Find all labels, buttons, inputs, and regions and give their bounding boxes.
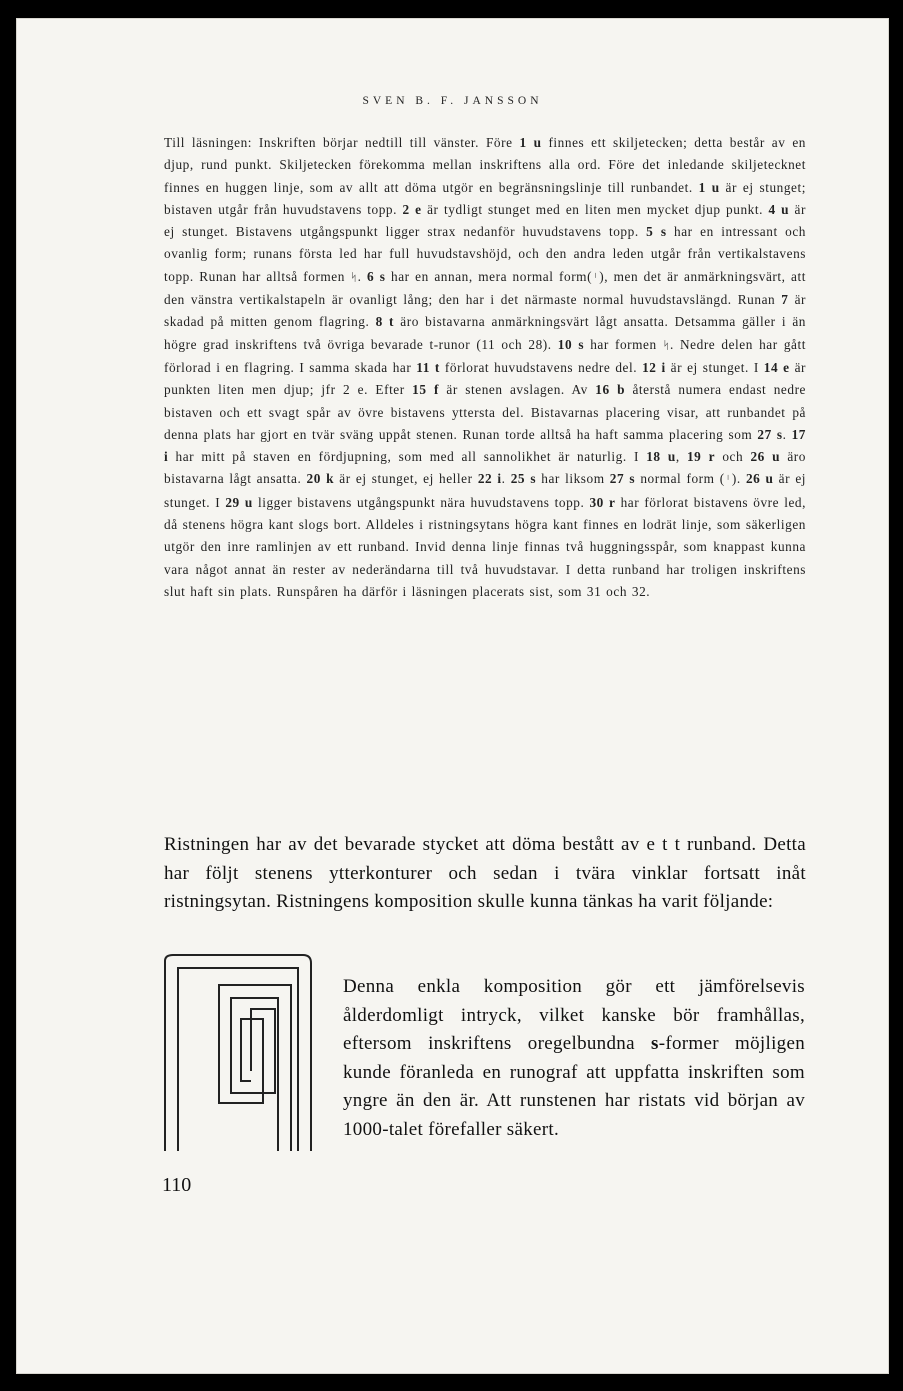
rune-reference: 14 e bbox=[763, 359, 790, 375]
paragraph-composition: Ristningen har av det bevarade stycket att döma bestått av e t t runband. Detta har följt stenens ytterkonturer och sedan i tvära vinklar fortsatt inåt ristningsytan. Ristningens komposition skulle kunna tänkas ha varit följande: bbox=[164, 834, 806, 912]
rune-reference: 4 u bbox=[768, 201, 790, 217]
rune-reference: s bbox=[651, 1033, 659, 1054]
book-page bbox=[16, 18, 889, 1374]
rune-reference: 10 s bbox=[557, 336, 585, 352]
rune-glyph-icon: ᛌ bbox=[592, 270, 600, 284]
rune-reference: 25 s bbox=[510, 471, 537, 487]
rune-glyph-icon: ᛋ bbox=[662, 338, 670, 352]
paragraph-reading-notes: Till läsningen: Inskriften börjar nedtill till vänster. Före 1 u finnes ett skiljetecken; detta består av en djup, rund punkt. Skiljetecken förekomma mellan inskriftens alla ord. Före det inledande skiljetecknet finnes en huggen linje, som av allt att döma utgör en begränsningslinje till runbandet. 1 u är ej stunget; bistaven utgår från huvudstavens topp. 2 e är tydligt stunget med en liten men mycket djup punkt. 4 u är ej stunget. Bistavens utgångspunkt ligger strax nedanför huvudstavens topp. 5 s har en intressant och ovanlig form; runans första led har full huvudstavshöjd, och den andra leden utgår från vertikalstavens topp. Runan har alltså formen ᛋ. 6 s har en annan, mera normal form(ᛌ), men det är anmärkningsvärt, att den vänstra vertikalstapeln är ovanligt lång; den har i det närmaste normal huvudstavslängd. Runan 7 är skadad på mitten genom flagring. 8 t äro bistavarna anmärkningsvärt lågt ansatta. Detsamma gäller i än högre grad inskriftens två övriga bevarade t-runor (11 och 28). 10 s har formen ᛋ. Nedre delen har gått förlorad i en flagring. I samma skada har 11 t förlorat huvudstavens nedre del. 12 i är ej stunget. I 14 e är punkten liten men djup; jfr 2 e. Efter 15 f är stenen avslagen. Av 16 b återstå numera endast nedre bistaven och ett svagt spår av övre bistavens yttersta del. Bistavarnas placering visar, att runbandet på denna plats har gjort en tvär sväng uppåt stenen. Runan torde alltså ha haft samma placering som 27 s. 17 i har mitt på staven en fördjupning, som med all sannolikhet är naturlig. I 18 u, 19 r och 26 u äro bistavarna lågt ansatta. 20 k är ej stunget, ej heller 22 i. 25 s har liksom 27 s normal form (ᛌ). 26 u är ej stunget. I 29 u ligger bistavens utgångspunkt nära huvudstavens topp. 30 r har förlorat bistavens övre led, då stenens högra kant slogs bort. Alldeles i ristningsytans högra kant finnes en lodrät linje, som säkerligen utgör den inre ramlinjen av ett runband. Invid denna linje finnas två huggningsspår, som knappast kunna vara något annat än rester av nederändarna till två huvudstavar. I detta runband har troligen inskriftens slut haft sin plats. Runspåren ha därför i läsningen placerats sist, som 31 och 32. bbox=[164, 135, 807, 599]
rune-reference: 19 r bbox=[686, 449, 716, 465]
rune-glyph-icon: ᛌ bbox=[724, 473, 732, 487]
rune-reference: 27 s bbox=[609, 471, 636, 487]
paragraph-dating: Denna enkla komposition gör ett jämförelsevis ålderdomligt intryck, vilket kanske bör framhållas, eftersom inskriftens oregelbundna s-former möjligen kunde föranleda en runograf att uppfatta inskriften som yngre än den är. Att runstenen har ristats vid början av 1000-talet förefaller säkert. bbox=[343, 976, 805, 1140]
rune-reference: 16 b bbox=[595, 382, 626, 398]
rune-reference: 30 r bbox=[589, 494, 616, 510]
rune-reference: 27 s bbox=[757, 426, 783, 442]
rune-reference: 26 u bbox=[745, 471, 774, 487]
running-head: SVEN B. F. JANSSON bbox=[362, 95, 543, 107]
rune-reference: 2 e bbox=[402, 201, 422, 217]
rune-reference: 8 t bbox=[375, 314, 395, 330]
rune-reference: 12 i bbox=[642, 359, 666, 375]
rune-reference: 26 u bbox=[750, 449, 781, 465]
page-number: 110 bbox=[162, 1174, 192, 1196]
rune-reference: 5 s bbox=[646, 224, 667, 240]
rune-reference: 29 u bbox=[225, 494, 253, 510]
rune-reference: 22 i bbox=[477, 471, 502, 487]
rune-reference: 1 u bbox=[519, 135, 542, 150]
rune-reference: 15 f bbox=[412, 382, 439, 398]
rune-reference: 11 t bbox=[416, 359, 440, 375]
rune-reference: 1 u bbox=[698, 179, 720, 195]
rune-glyph-icon: ᛋ bbox=[350, 270, 358, 284]
rune-reference: 6 s bbox=[367, 268, 386, 284]
rune-reference: 18 u bbox=[646, 449, 676, 465]
rune-reference: 20 k bbox=[306, 471, 335, 487]
rune-reference: 7 bbox=[781, 292, 789, 308]
rune-reference: 17 i bbox=[164, 426, 807, 465]
runic-band-spiral-diagram bbox=[159, 953, 329, 1153]
